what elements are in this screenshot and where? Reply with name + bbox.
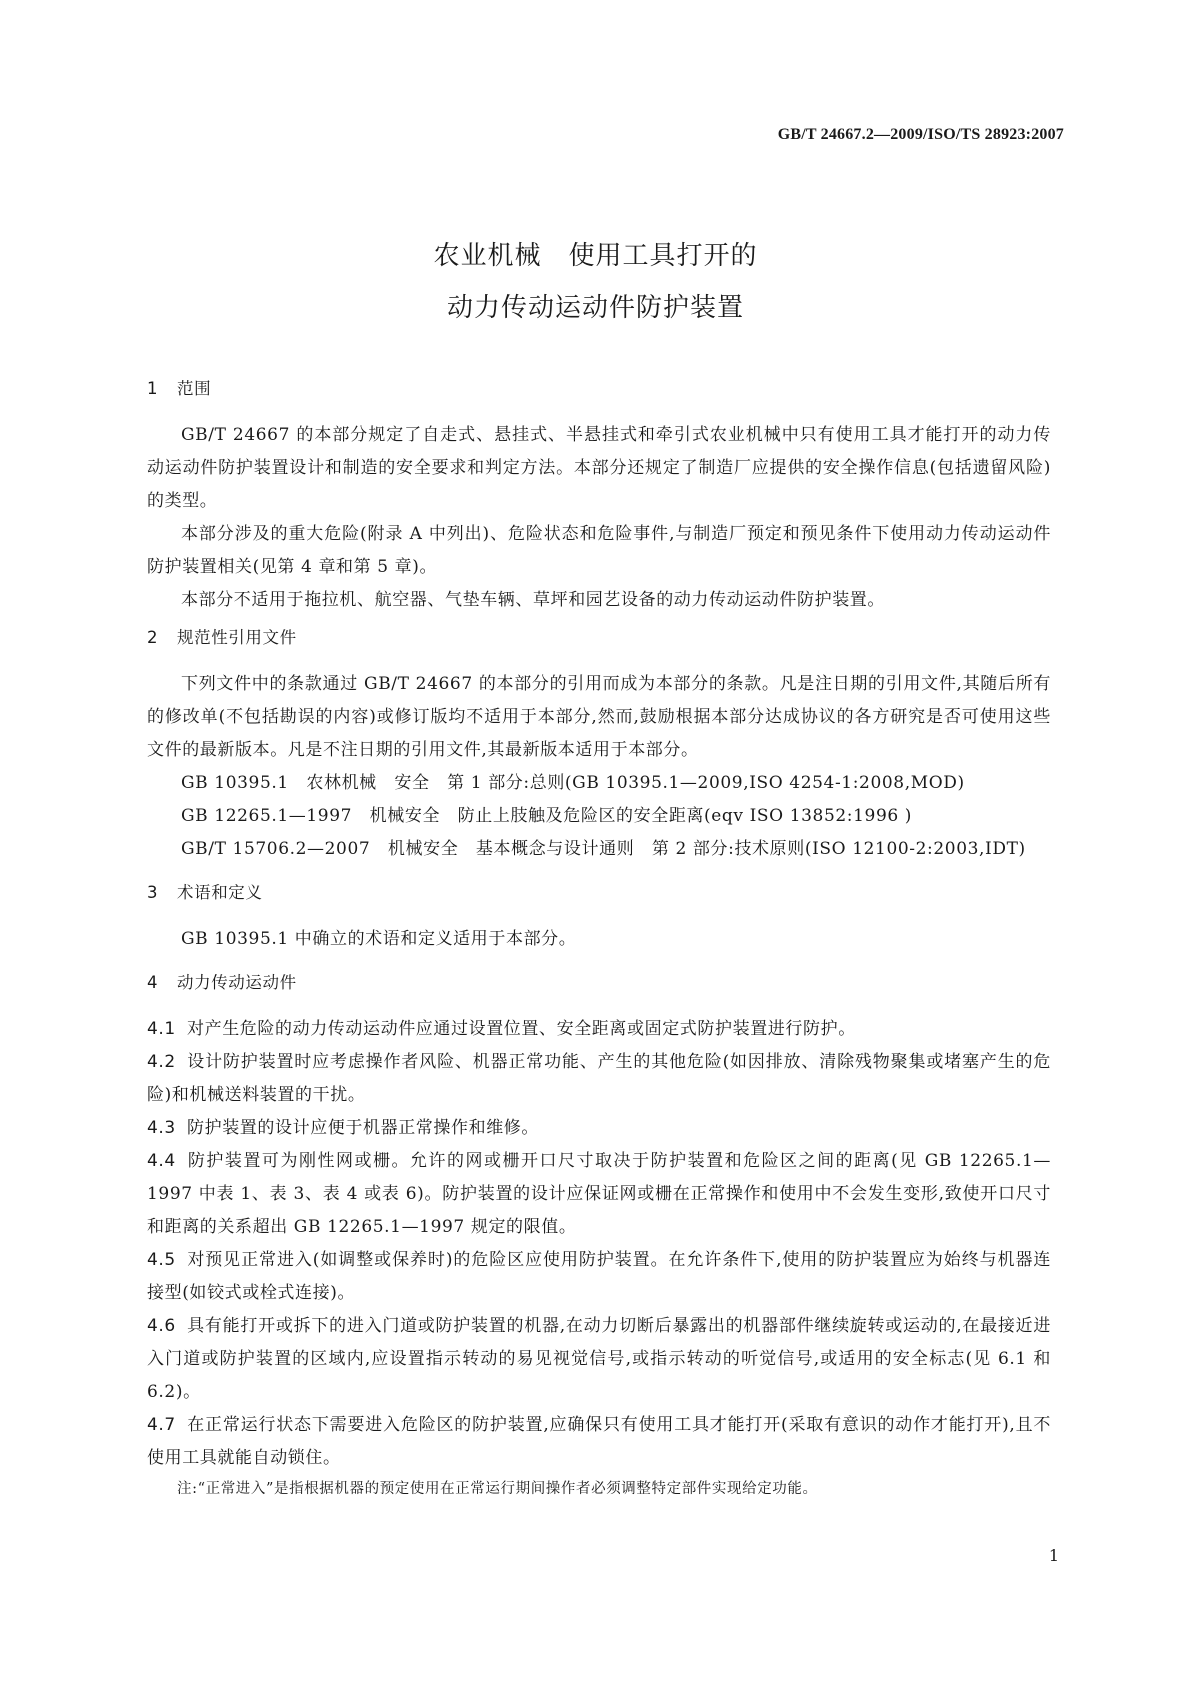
section-number: 3	[147, 883, 159, 902]
section-number: 1	[147, 379, 159, 398]
clause-number: 4.2	[147, 1052, 176, 1072]
section-number: 4	[147, 973, 159, 992]
scope-paragraph-3: 本部分不适用于拖拉机、航空器、气垫车辆、草坪和园艺设备的动力传动运动件防护装置。	[181, 590, 885, 610]
scope-paragraph-1: GB/T 24667 的本部分规定了自走式、悬挂式、半悬挂式和牵引式农业机械中只有使用工具才能打开的动力传动运动件防护装置设计和制造的安全要求和判定方法。本部分还规定了制造厂应提供的安全操作信息(包括遗留风险)的类型。	[147, 425, 1051, 511]
terms-paragraph: GB 10395.1 中确立的术语和定义适用于本部分。	[181, 929, 577, 949]
clause-4-6	[147, 1310, 1051, 1409]
clause-4-1	[147, 1013, 1051, 1046]
clause-4-2	[147, 1046, 1051, 1112]
note: 注:“正常进入”是指根据机器的预定使用在正常运行期间操作者必须调整特定部件实现给定功能。	[177, 1481, 818, 1497]
clause-4-4	[147, 1145, 1051, 1244]
section-heading-normative-references	[147, 621, 1051, 654]
clause-4-7	[147, 1409, 1051, 1475]
clause-number: 4.7	[147, 1415, 176, 1435]
clause-number: 4.3	[147, 1118, 176, 1138]
section-heading-power-transmission	[147, 966, 1051, 999]
title-line-1: 农业机械 使用工具打开的	[433, 241, 758, 271]
clause-number: 4.1	[147, 1019, 176, 1039]
clause-number: 4.4	[147, 1151, 176, 1171]
clause-text: 具有能打开或拆下的进入门道或防护装置的机器,在动力切断后暴露出的机器部件继续旋转或运动的,在最接近进入门道或防护装置的区域内,应设置指示转动的易见视觉信号,或指示转动的听觉信号,或适用的安全标志(见 6.1 和 6.2)。	[147, 1316, 1051, 1402]
clause-text: 防护装置可为刚性网或栅。允许的网或栅开口尺寸取决于防护装置和危险区之间的距离(见 GB 12265.1—1997 中表 1、表 3、表 4 或表 6)。防护装置的设计应保证网或栅在正常操作和使用中不会发生变形,致使开口尺寸和距离的关系超出 GB 12265.1—1997 规定的限值。	[147, 1151, 1051, 1237]
section-heading-scope	[147, 372, 1051, 405]
clause-4-3	[147, 1112, 1051, 1145]
section-title: 规范性引用文件	[177, 628, 297, 647]
clause-number: 4.6	[147, 1316, 176, 1336]
reference-item: GB 10395.1 农林机械 安全 第 1 部分:总则(GB 10395.1—2009,ISO 4254-1:2008,MOD)	[181, 773, 965, 793]
document-body	[147, 372, 1051, 1503]
scope-paragraph-2: 本部分涉及的重大危险(附录 A 中列出)、危险状态和危险事件,与制造厂预定和预见条件下使用动力传动运动件防护装置相关(见第 4 章和第 5 章)。	[147, 524, 1051, 577]
standard-code: GB/T 24667.2—2009/ISO/TS 28923:2007	[777, 126, 1064, 143]
clause-text: 设计防护装置时应考虑操作者风险、机器正常功能、产生的其他危险(如因排放、清除残物聚集或堵塞产生的危险)和机械送料装置的干扰。	[147, 1052, 1051, 1105]
section-title: 术语和定义	[177, 883, 263, 902]
section-heading-terms	[147, 876, 1051, 909]
document-title	[0, 230, 1191, 334]
clause-number: 4.5	[147, 1250, 176, 1270]
clause-text: 对产生危险的动力传动运动件应通过设置位置、安全距离或固定式防护装置进行防护。	[187, 1019, 856, 1039]
section-title: 范围	[177, 379, 212, 398]
clause-4-5	[147, 1244, 1051, 1310]
clause-text: 防护装置的设计应便于机器正常操作和维修。	[187, 1118, 539, 1138]
section-number: 2	[147, 628, 159, 647]
section-title: 动力传动运动件	[177, 973, 297, 992]
clause-text: 在正常运行状态下需要进入危险区的防护装置,应确保只有使用工具才能打开(采取有意识的动作才能打开),且不使用工具就能自动锁住。	[147, 1415, 1051, 1468]
reference-item: GB/T 15706.2—2007 机械安全 基本概念与设计通则 第 2 部分:技术原则(ISO 12100-2:2003,IDT)	[181, 839, 1026, 859]
reference-item: GB 12265.1—1997 机械安全 防止上肢触及危险区的安全距离(eqv ISO 13852:1996 )	[181, 806, 913, 826]
title-line-2: 动力传动运动件防护装置	[446, 293, 744, 323]
clause-text: 对预见正常进入(如调整或保养时)的危险区应使用防护装置。在允许条件下,使用的防护装置应为始终与机器连接型(如铰式或栓式连接)。	[147, 1250, 1051, 1303]
page-number: 1	[1048, 1546, 1059, 1565]
references-paragraph: 下列文件中的条款通过 GB/T 24667 的本部分的引用而成为本部分的条款。凡是注日期的引用文件,其随后所有的修改单(不包括勘误的内容)或修订版均不适用于本部分,然而,鼓励根据本部分达成协议的各方研究是否可使用这些文件的最新版本。凡是不注日期的引用文件,其最新版本适用于本部分。	[147, 674, 1051, 760]
